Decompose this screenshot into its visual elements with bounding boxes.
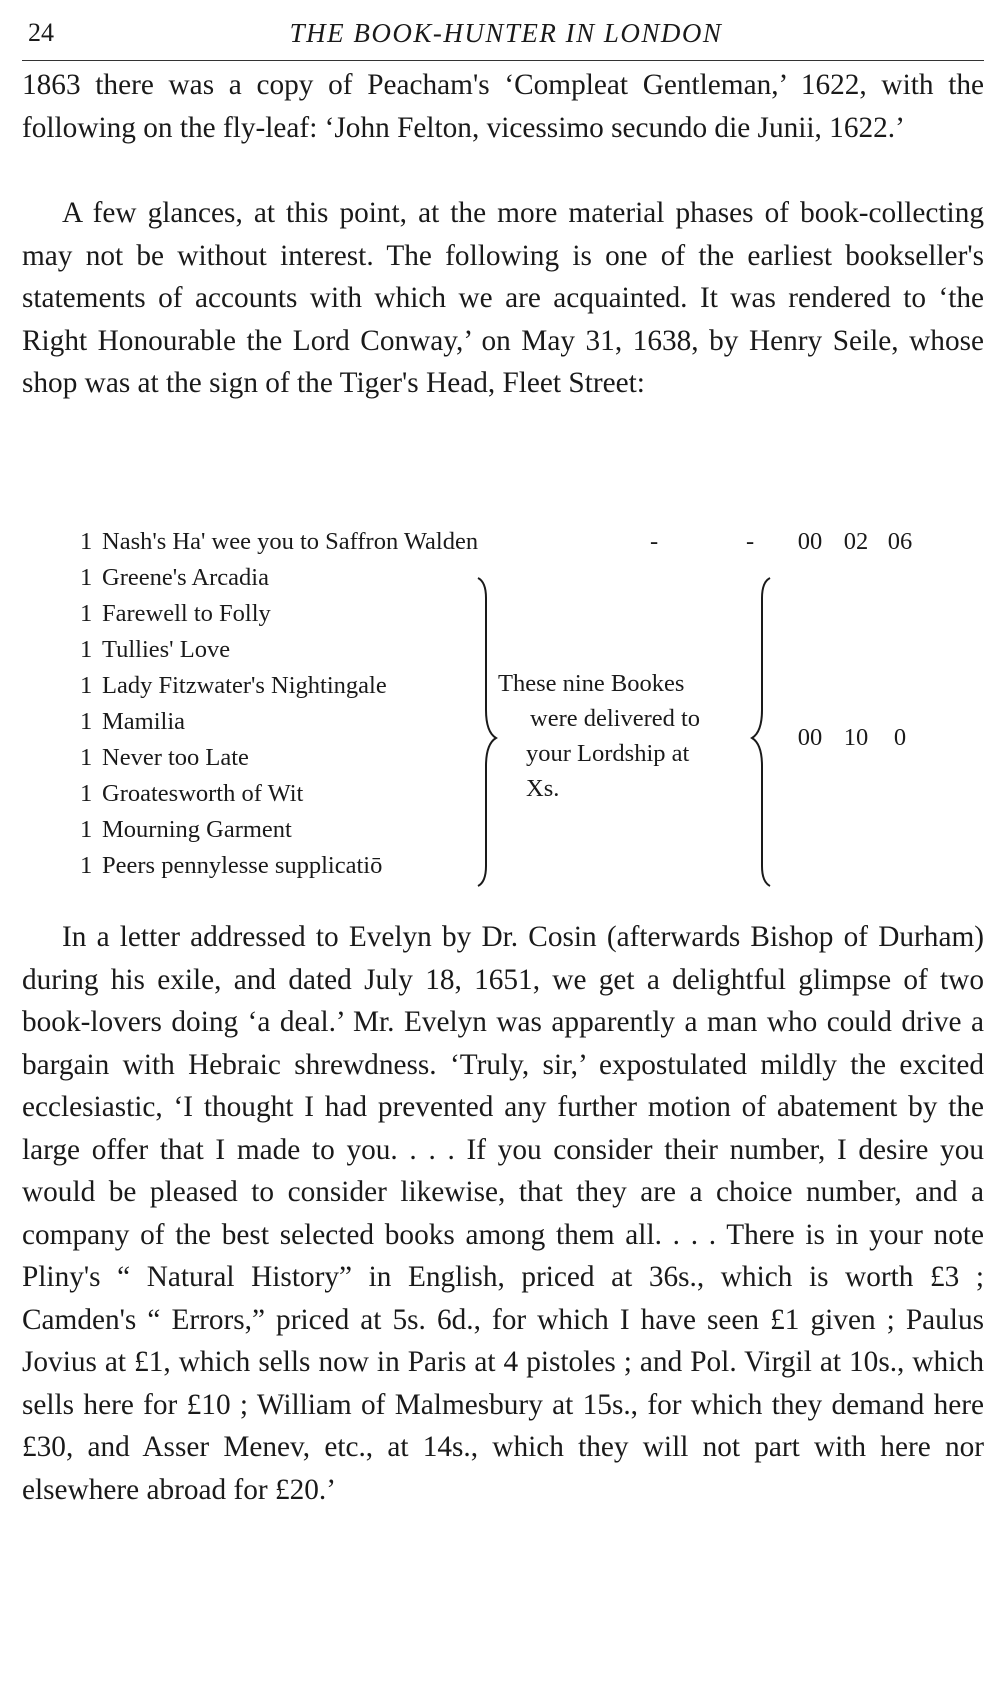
entry-title: Tullies' Love	[102, 636, 231, 663]
left-brace	[478, 578, 496, 886]
running-title: THE BOOK-HUNTER IN LONDON	[289, 18, 723, 48]
entry-qty: 1	[80, 600, 93, 627]
entry-title: Lady Fitzwater's Nightingale	[102, 672, 387, 699]
leader-dash: -	[746, 528, 755, 555]
entry-title: Groatesworth of Wit	[102, 780, 304, 807]
entry-qty: 1	[80, 780, 93, 807]
entry-qty: 1	[80, 816, 93, 843]
group-price-shillings: 10	[843, 724, 869, 751]
leader-dash: -	[650, 528, 659, 555]
entry-title: Peers pennylesse supplicatiō	[102, 852, 383, 879]
group-note	[498, 666, 756, 806]
group-price-pence: 0	[893, 724, 907, 751]
page-number: 24	[28, 18, 54, 47]
entry-qty: 1	[80, 528, 93, 555]
group-note-line: These nine Bookes	[498, 670, 685, 697]
price-shillings: 02	[843, 528, 869, 555]
group-price-pounds: 00	[797, 724, 823, 751]
entry-title: Greene's Arcadia	[102, 564, 269, 591]
paragraph-3	[22, 916, 984, 1511]
group-note-line: were delivered to	[530, 705, 701, 732]
price-pence: 06	[887, 528, 913, 555]
paragraph-2-text: A few glances, at this point, at the more material phases of book-collecting may not be without interest. The following is one of the earliest bookseller's statements of accounts with which we are acquainted. It was rendered to ‘the Right Honourable the Lord Conway,’ on May 31, 1638, by Henry Seile, whose shop was at the sign of the Tiger's Head, Fleet Street:	[22, 197, 984, 399]
entry-title: Farewell to Folly	[102, 600, 271, 627]
entry-qty: 1	[80, 744, 93, 771]
entry-qty: 1	[80, 672, 93, 699]
paragraph-1-text: 1863 there was a copy of Peacham's ‘Compleat Gentleman,’ 1622, with the following on the fly-leaf: ‘John Felton, vicessimo secundo die Junii, 1622.’	[22, 69, 984, 144]
group-note-line: your Lordship at	[526, 740, 690, 767]
entry-title: Mamilia	[102, 708, 186, 735]
entry-qty: 1	[80, 636, 93, 663]
entry-qty: 1	[80, 708, 93, 735]
price-pounds: 00	[797, 528, 823, 555]
entry-title: Mourning Garment	[102, 816, 292, 843]
entry-title: Never too Late	[102, 744, 249, 771]
paragraph-3-text: In a letter addressed to Evelyn by Dr. Cosin (afterwards Bishop of Durham) during his exile, and dated July 18, 1651, we get a delightful glimpse of two book-lovers doing ‘a deal.’ Mr. Evelyn was apparently a man who could drive a bargain with Hebraic shrewdness. ‘Truly, sir,’ expostulated mildly the excited ecclesiastic, ‘I thought I had prevented any further motion of abatement by the large offer that I made to you. . . . If you consider their number, I desire you would be pleased to consider likewise, that they are a choice number, and a company of the best selected books among them all. . . . There is in your note Pliny's “ Natural History” in English, priced at 36s., which is worth £3 ; Camden's “ Errors,” priced at 5s. 6d., for which I have seen £1 given ; Paulus Jovius at £1, which sells now in Paris at 4 pistoles ; and Pol. Virgil at 10s., which sells here for £10 ; William of Malmesbury at 15s., for which they demand here £30, and Asser Menev, etc., at 14s., which they will not part with here nor elsewhere abroad for £20.’	[22, 921, 984, 1506]
entry-qty: 1	[80, 852, 93, 879]
entry-qty: 1	[80, 564, 93, 591]
entry-title: Nash's Ha' wee you to Saffron Walden	[102, 528, 479, 555]
group-note-line: Xs.	[526, 775, 560, 802]
